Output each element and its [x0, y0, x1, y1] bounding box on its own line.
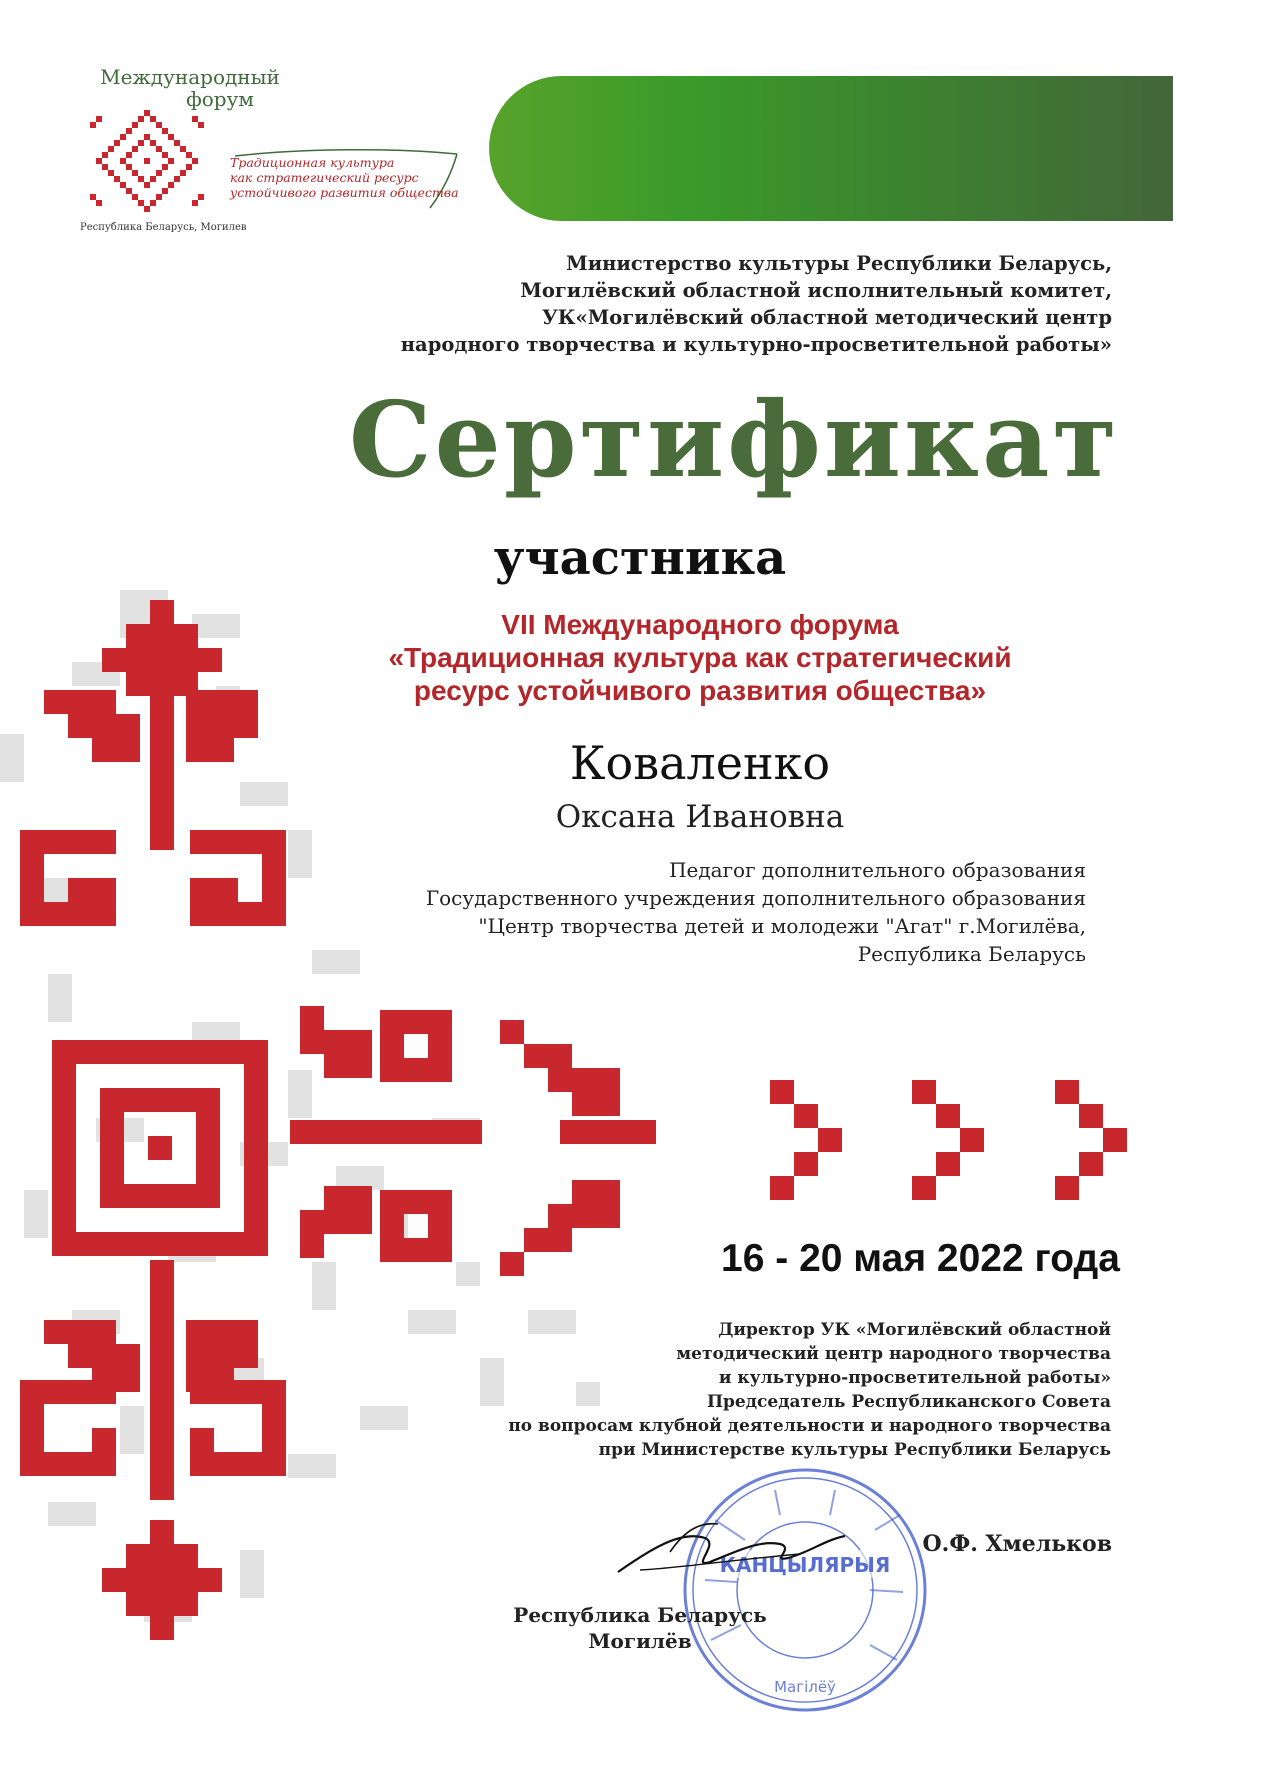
- logo-title-line2: форум: [186, 87, 254, 111]
- place-line: Республика Беларусь: [513, 1603, 767, 1627]
- logo-emblem-icon: [90, 110, 210, 220]
- signature-icon: [610, 1510, 850, 1590]
- director-line: Директор УК «Могилёвский областной: [718, 1320, 1111, 1340]
- forum-logo: [80, 60, 460, 240]
- director-title: [400, 1318, 1111, 1462]
- organizers: [360, 250, 1112, 358]
- organizer-line: народного творчества и культурно-просветительной работы»: [400, 333, 1112, 356]
- position-line: "Центр творчества детей и молодежи "Агат" г.Могилёва,: [478, 914, 1086, 938]
- forum-line: VII Международного форума: [501, 609, 899, 640]
- participant-name: Оксана Ивановна: [555, 799, 845, 835]
- signer-name: О.Ф. Хмельков: [922, 1531, 1112, 1557]
- forum-line: ресурс устойчивого развития общества»: [413, 675, 987, 706]
- logo-title-line1: Международный: [100, 65, 280, 89]
- director-line: Председатель Республиканского Совета: [706, 1392, 1111, 1412]
- forum-line: «Традиционная культура как стратегический: [388, 642, 1012, 673]
- director-line: по вопросам клубной деятельности и народного творчества: [508, 1416, 1111, 1436]
- certificate-subtitle: участника: [493, 530, 787, 586]
- stamp-bottom-text: Магілёў: [774, 1678, 836, 1696]
- place-line: Могилёв: [588, 1629, 692, 1653]
- position-line: Республика Беларусь: [857, 942, 1086, 966]
- position-line: Государственного учреждения дополнительного образования: [425, 886, 1086, 910]
- stamp-center-text: КАНЦЫЛЯРЫЯ: [719, 1553, 891, 1577]
- organizer-line: Могилёвский областной исполнительный комитет,: [520, 279, 1112, 302]
- logo-subtitle-line: как стратегический ресурс: [230, 170, 419, 185]
- logo-subtitle-line: Традиционная культура: [230, 155, 395, 170]
- forum-dates: 16 - 20 мая 2022 года: [721, 1237, 1120, 1280]
- organizer-line: УК«Могилёвский областной методический центр: [541, 306, 1112, 329]
- official-stamp: [675, 1460, 935, 1720]
- director-line: при Министерстве культуры Республики Беларусь: [598, 1440, 1111, 1460]
- logo-footer: Республика Беларусь, Могилев: [80, 222, 247, 233]
- logo-subtitle: [230, 155, 460, 200]
- director-line: методический центр народного творчества: [676, 1344, 1111, 1364]
- participant-surname: Коваленко: [569, 736, 831, 790]
- place: [470, 1602, 810, 1654]
- organizer-line: Министерство культуры Республики Беларусь,: [566, 252, 1112, 275]
- green-banner: [489, 76, 1173, 221]
- forum-name: [280, 608, 1120, 707]
- director-line: и культурно-просветительной работы»: [718, 1368, 1111, 1388]
- participant-position: [300, 856, 1086, 968]
- position-line: Педагог дополнительного образования: [669, 858, 1086, 882]
- logo-subtitle-line: устойчивого развития общества: [230, 185, 459, 200]
- logo-title: [90, 66, 290, 110]
- certificate-title: Сертификат: [348, 378, 1120, 501]
